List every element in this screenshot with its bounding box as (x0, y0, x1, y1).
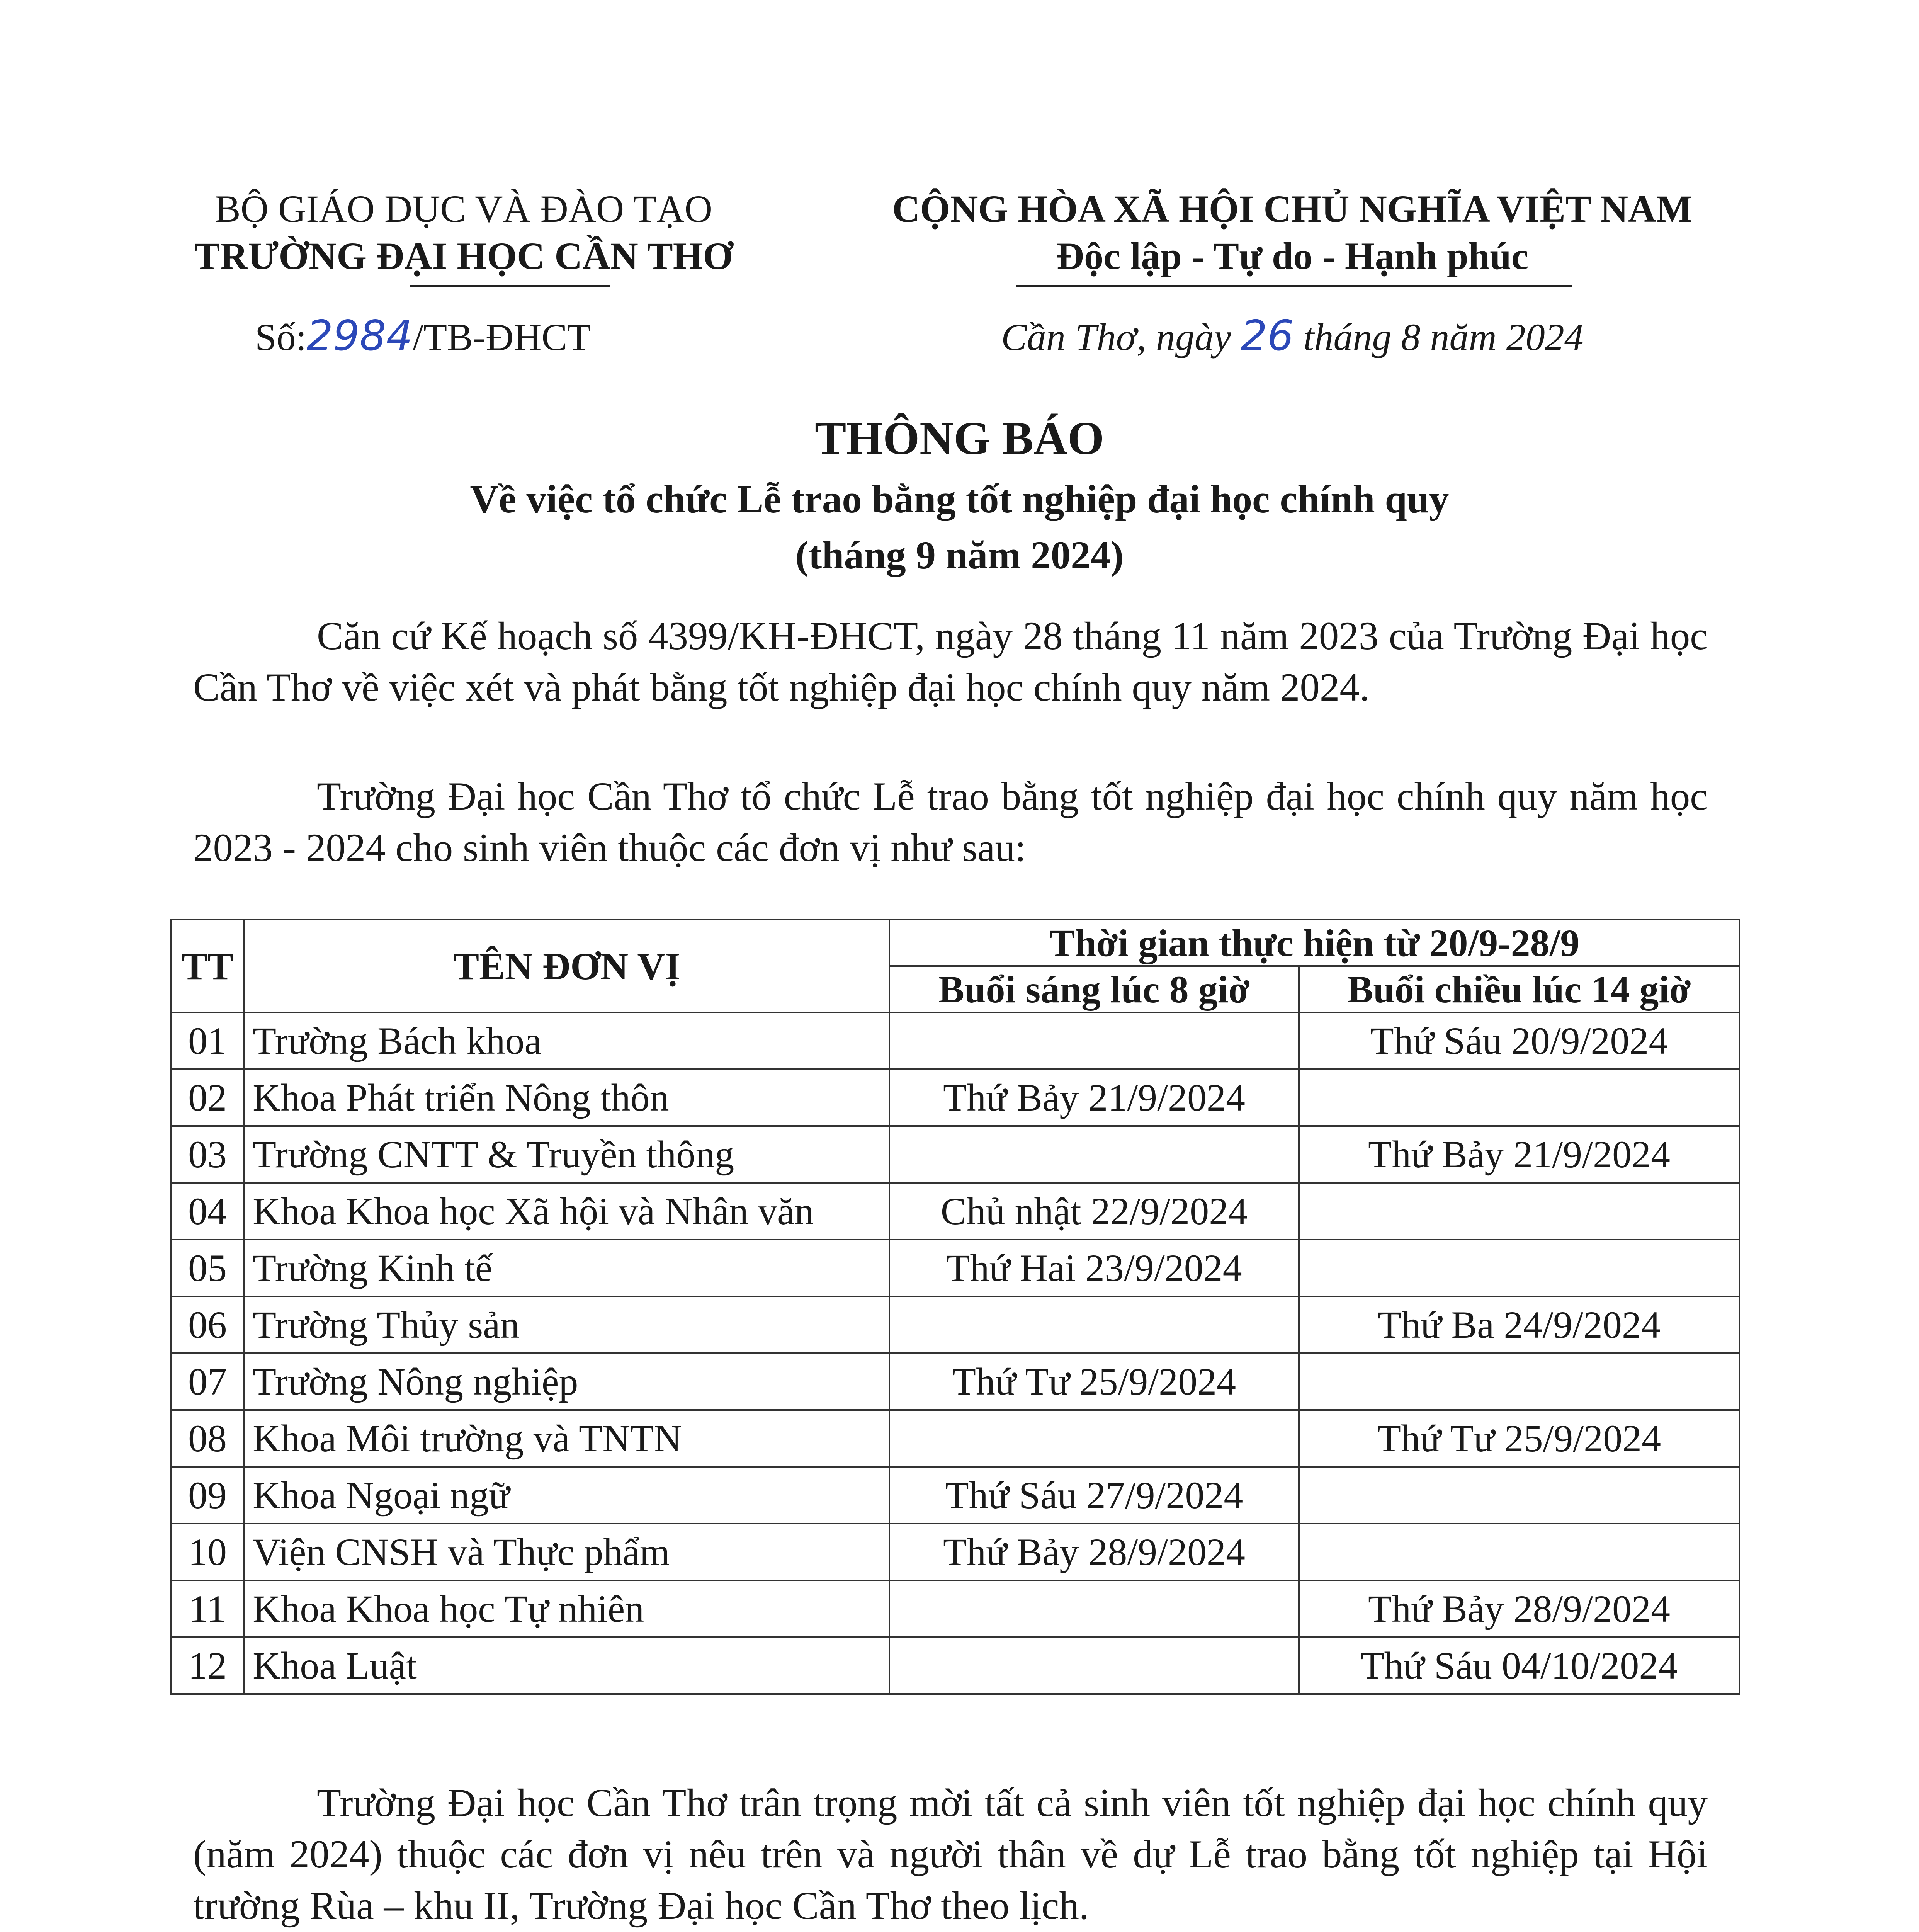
intro-p1-text: Căn cứ Kế hoạch số 4399/KH-ĐHCT, ngày 28 tháng 11 năm 2023 của Trường Đại học Cần Thơ về việc xét và phát bằng tốt nghiệp đại học chính quy năm 2024. (193, 614, 1708, 709)
col-header-afternoon: Buổi chiều lúc 14 giờ (1299, 966, 1739, 1012)
notice-subtitle-date: (tháng 9 năm 2024) (795, 533, 1124, 577)
date-suffix: tháng 8 năm 2024 (1293, 316, 1584, 359)
row-morning (889, 1637, 1299, 1694)
schedule-table (170, 919, 1740, 1695)
table-header-row (171, 920, 1739, 966)
table-row (171, 1580, 1739, 1637)
intro-p2-text: Trường Đại học Cần Thơ tổ chức Lễ trao bằng tốt nghiệp đại học chính quy năm học 2023 - 2024 cho sinh viên thuộc các đơn vị như sau: (193, 774, 1708, 870)
motto-underline (1016, 285, 1572, 287)
row-unit: Khoa Ngoại ngữ (244, 1467, 889, 1524)
row-afternoon: Thứ Ba 24/9/2024 (1299, 1296, 1739, 1353)
row-number: 10 (171, 1524, 244, 1580)
university-underline (410, 285, 610, 287)
row-morning (889, 1126, 1299, 1183)
university-name: TRƯỜNG ĐẠI HỌC CẦN THƠ (194, 235, 733, 277)
table-row (171, 1410, 1739, 1467)
row-unit: Viện CNSH và Thực phẩm (244, 1524, 889, 1580)
row-unit: Trường CNTT & Truyền thông (244, 1126, 889, 1183)
table-row (171, 1353, 1739, 1410)
table-row (171, 1183, 1739, 1240)
row-number: 05 (171, 1240, 244, 1296)
row-number: 09 (171, 1467, 244, 1524)
row-number: 02 (171, 1069, 244, 1126)
ministry-name: BỘ GIÁO DỤC VÀ ĐÀO TẠO (215, 187, 712, 230)
row-unit: Trường Thủy sản (244, 1296, 889, 1353)
closing-paragraph-1 (193, 1777, 1708, 1932)
row-number: 06 (171, 1296, 244, 1353)
table-row (171, 1126, 1739, 1183)
row-number: 03 (171, 1126, 244, 1183)
row-unit: Khoa Môi trường và TNTN (244, 1410, 889, 1467)
closing-p1-text: Trường Đại học Cần Thơ trân trọng mời tất cả sinh viên tốt nghiệp đại học chính quy (năm 2024) thuộc các đơn vị nêu trên và người thân về dự Lễ trao bằng tốt nghiệp tại Hội trường Rùa – khu II, Trường Đại học Cần Thơ theo lịch. (193, 1781, 1708, 1928)
col-header-tt: TT (171, 920, 244, 1012)
number-prefix: Số: (255, 316, 307, 359)
table-row (171, 1012, 1739, 1069)
date-prefix: Cần Thơ, ngày (1001, 316, 1241, 359)
notice-title: THÔNG BÁO (814, 412, 1105, 464)
row-number: 12 (171, 1637, 244, 1694)
col-header-unit: TÊN ĐƠN VỊ (244, 920, 889, 1012)
row-unit: Khoa Khoa học Xã hội và Nhân văn (244, 1183, 889, 1240)
row-afternoon (1299, 1467, 1739, 1524)
col-header-morning: Buổi sáng lúc 8 giờ (889, 966, 1299, 1012)
country-name: CỘNG HÒA XÃ HỘI CHỦ NGHĨA VIỆT NAM (892, 187, 1693, 230)
row-afternoon (1299, 1524, 1739, 1580)
row-morning: Chủ nhật 22/9/2024 (889, 1183, 1299, 1240)
row-afternoon: Thứ Sáu 04/10/2024 (1299, 1637, 1739, 1694)
row-unit: Khoa Khoa học Tự nhiên (244, 1580, 889, 1637)
row-morning: Thứ Bảy 28/9/2024 (889, 1524, 1299, 1580)
row-number: 11 (171, 1580, 244, 1637)
row-afternoon (1299, 1069, 1739, 1126)
row-morning (889, 1410, 1299, 1467)
row-unit: Khoa Luật (244, 1637, 889, 1694)
row-afternoon: Thứ Bảy 21/9/2024 (1299, 1126, 1739, 1183)
row-afternoon: Thứ Bảy 28/9/2024 (1299, 1580, 1739, 1637)
document-date (838, 309, 1746, 364)
row-afternoon: Thứ Tư 25/9/2024 (1299, 1410, 1739, 1467)
table-row (171, 1296, 1739, 1353)
row-number: 08 (171, 1410, 244, 1467)
row-morning: Thứ Bảy 21/9/2024 (889, 1069, 1299, 1126)
row-unit: Khoa Phát triển Nông thôn (244, 1069, 889, 1126)
document-number (255, 309, 591, 364)
intro-paragraph-1 (193, 611, 1708, 713)
number-handwritten: 2984 (306, 312, 413, 360)
national-motto: Độc lập - Tự do - Hạnh phúc (1056, 235, 1529, 277)
row-morning (889, 1012, 1299, 1069)
row-morning (889, 1580, 1299, 1637)
col-header-time: Thời gian thực hiện từ 20/9-28/9 (889, 920, 1739, 966)
row-number: 01 (171, 1012, 244, 1069)
table-row (171, 1240, 1739, 1296)
row-unit: Trường Kinh tế (244, 1240, 889, 1296)
table-row (171, 1467, 1739, 1524)
row-afternoon (1299, 1183, 1739, 1240)
row-afternoon: Thứ Sáu 20/9/2024 (1299, 1012, 1739, 1069)
row-afternoon (1299, 1353, 1739, 1410)
number-suffix: /TB-ĐHCT (413, 316, 591, 359)
row-afternoon (1299, 1240, 1739, 1296)
table-row (171, 1069, 1739, 1126)
row-unit: Trường Bách khoa (244, 1012, 889, 1069)
row-number: 04 (171, 1183, 244, 1240)
row-number: 07 (171, 1353, 244, 1410)
row-morning: Thứ Tư 25/9/2024 (889, 1353, 1299, 1410)
table-row (171, 1637, 1739, 1694)
row-morning: Thứ Sáu 27/9/2024 (889, 1467, 1299, 1524)
row-morning (889, 1296, 1299, 1353)
row-unit: Trường Nông nghiệp (244, 1353, 889, 1410)
notice-subtitle: Về việc tổ chức Lễ trao bằng tốt nghiệp đại học chính quy (470, 477, 1449, 521)
row-morning: Thứ Hai 23/9/2024 (889, 1240, 1299, 1296)
table-row (171, 1524, 1739, 1580)
date-day-handwritten: 26 (1241, 312, 1294, 360)
intro-paragraph-2 (193, 771, 1708, 874)
